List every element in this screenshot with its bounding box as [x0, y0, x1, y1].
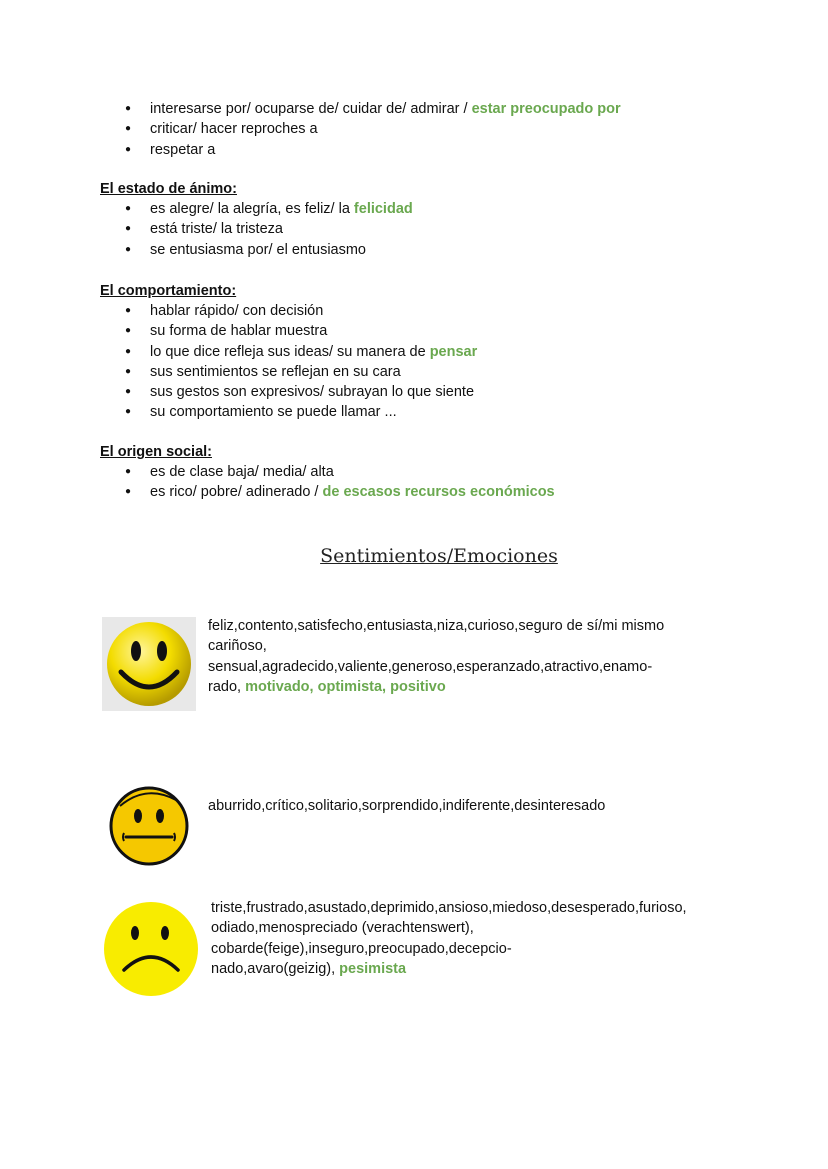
intro-section: [100, 99, 621, 160]
origen-section: [100, 442, 555, 503]
list-item: ● es rico/ pobre/ adinerado / de escasos recursos económicos: [100, 482, 555, 502]
origen-list: [100, 462, 555, 503]
section-title: Sentimientos/Emociones: [320, 545, 558, 567]
list-item: ● sus gestos son expresivos/ subrayan lo que siente: [100, 382, 477, 402]
neutral-emotions-text: [208, 796, 605, 816]
neutral-face-icon: [106, 782, 192, 868]
text-line: aburrido,crítico,solitario,sorprendido,indiferente,desinteresado: [208, 798, 606, 814]
happy-emotions-text: [208, 616, 664, 697]
text-line: cariñoso,: [208, 638, 267, 655]
list-item: ● está triste/ la tristeza: [100, 219, 413, 239]
list-item: ● su forma de hablar muestra: [100, 321, 477, 341]
comportamiento-list: [100, 301, 477, 423]
text-line: nado,avaro(geizig), pesimista: [211, 960, 407, 977]
list-item: ● interesarse por/ ocuparse de/ cuidar de/ admirar / estar preocupado por: [100, 99, 621, 119]
text-line: triste,frustrado,asustado,deprimido,ansioso,miedoso,desesperado,furioso,: [211, 900, 687, 916]
list-item: ● es alegre/ la alegría, es feliz/ la felicidad: [100, 199, 413, 219]
list-item: ● criticar/ hacer reproches a: [100, 119, 621, 139]
text-line: feliz,contento,satisfecho,entusiasta,niza,curioso,seguro de sí/mi mismo: [208, 618, 665, 634]
list-item: ● lo que dice refleja sus ideas/ su manera de pensar: [100, 342, 477, 362]
list-item: ● sus sentimientos se reflejan en su cara: [100, 362, 477, 382]
list-item: ● es de clase baja/ media/ alta: [100, 462, 555, 482]
sad-emotions-text: [211, 898, 687, 979]
list-item: ● hablar rápido/ con decisión: [100, 301, 477, 321]
list-item: ● respetar a: [100, 140, 621, 160]
sad-face-icon: [102, 900, 200, 998]
section-heading: El comportamiento:: [100, 283, 237, 299]
intro-list: [100, 99, 621, 160]
text-line: rado, motivado, optimista, positivo: [208, 678, 446, 695]
estado-section: [100, 179, 413, 260]
estado-list: [100, 199, 413, 260]
happy-face-icon: [102, 617, 196, 711]
text-line: sensual,agradecido,valiente,generoso,esperanzado,atractivo,enamo-: [208, 658, 653, 675]
section-heading: El estado de ánimo:: [100, 181, 237, 197]
list-item: ● se entusiasma por/ el entusiasmo: [100, 240, 413, 260]
text-line: cobarde(feige),inseguro,preocupado,decepcio-: [211, 940, 512, 957]
text-line: odiado,menospreciado (verachtenswert),: [211, 920, 474, 937]
comportamiento-section: [100, 281, 477, 423]
section-heading: El origen social:: [100, 444, 212, 460]
list-item: ● su comportamiento se puede llamar ...: [100, 402, 477, 422]
